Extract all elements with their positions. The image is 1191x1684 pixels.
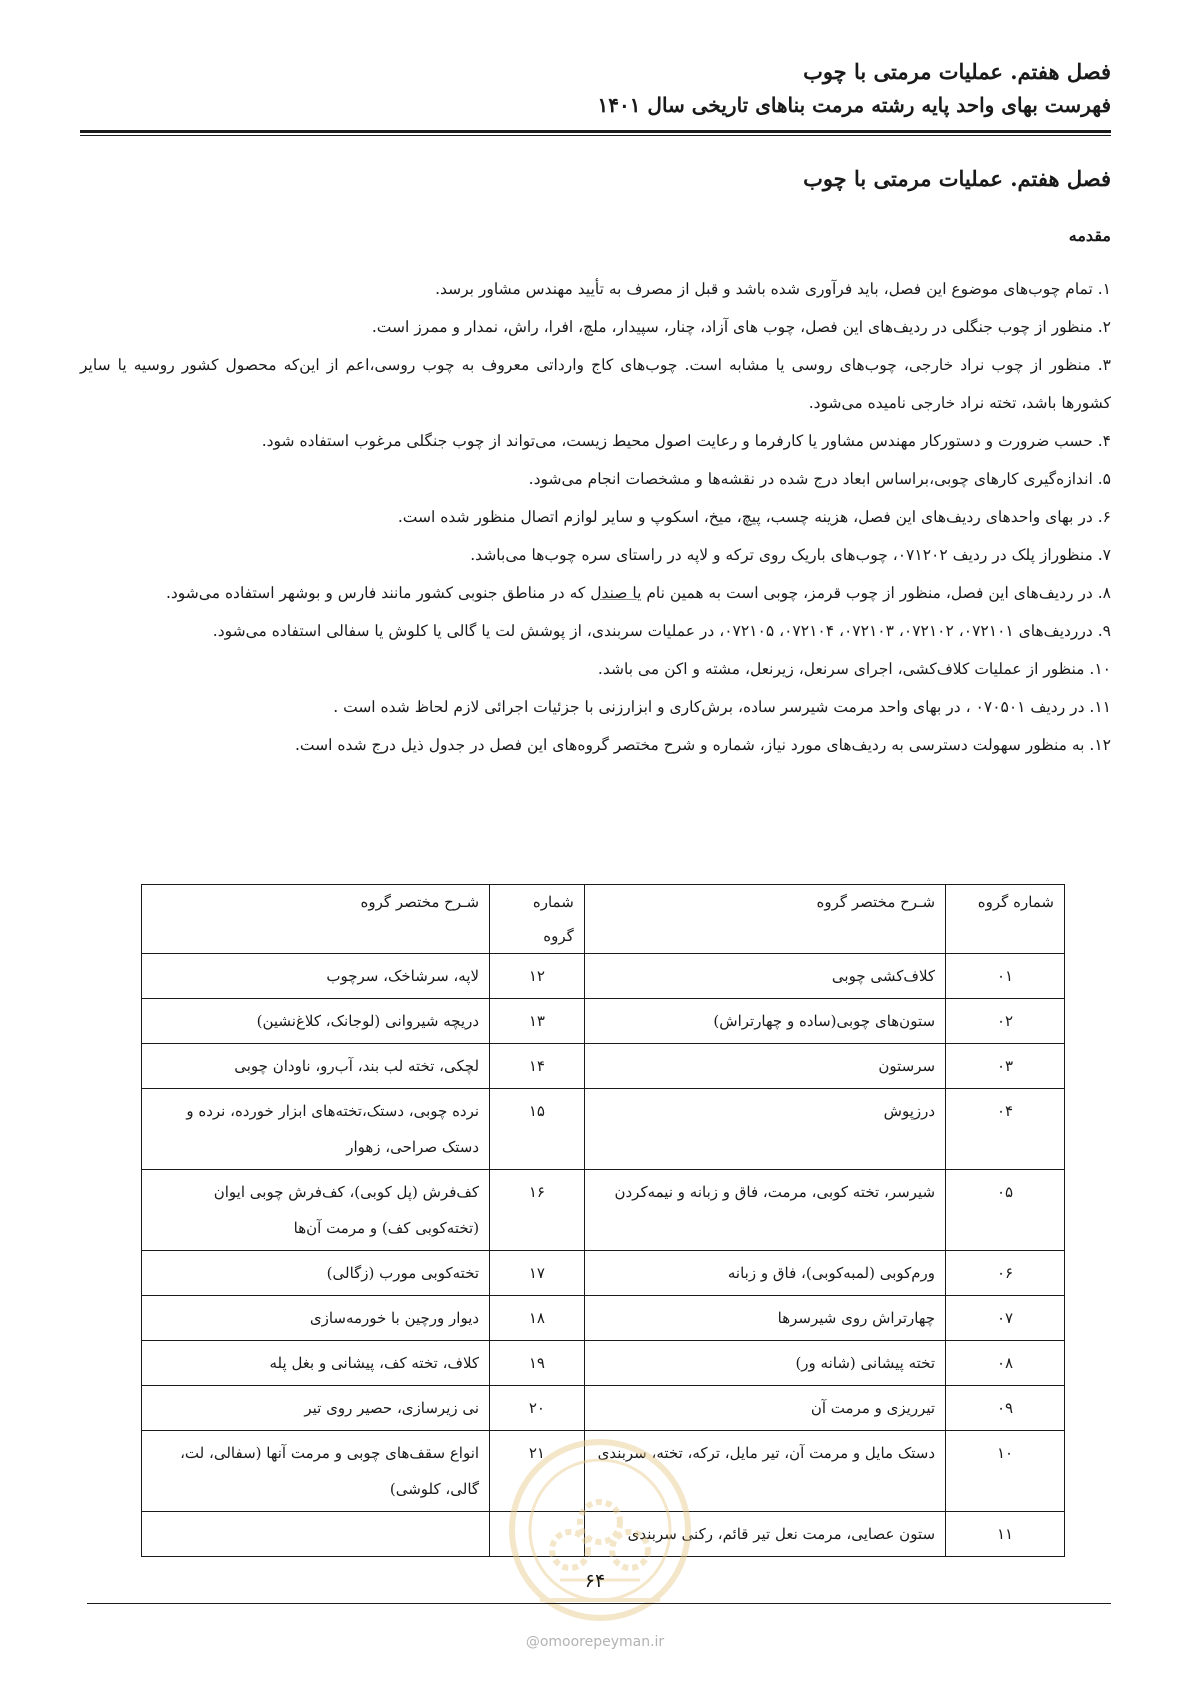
group-desc: دستک مایل و مرمت آن، تیر مایل، ترکه، تخته، سربندی [584,1431,945,1512]
group-number: ۱۵ [490,1089,585,1170]
group-desc: لاپه، سرشاخک، سرچوب [142,954,490,999]
table-row [142,999,1065,1044]
group-desc: نی زیرسازی، حصیر روی تیر [142,1386,490,1431]
group-number: ۱۳ [490,999,585,1044]
group-number: ۰۴ [946,1089,1065,1170]
group-number: ۲۰ [490,1386,585,1431]
note-item: ۴. حسب ضرورت و دستورکار مهندس مشاور یا کارفرما و رعایت اصول محیط زیست، می‌تواند از چوب جنگلی مرغوب استفاده شود. [261,432,1111,450]
header-rule [80,130,1111,136]
note-8-underlined: یا صندل [590,584,642,602]
note-item-8 [80,574,1111,612]
group-number: ۰۷ [946,1296,1065,1341]
page-number: ۶۴ [584,1570,606,1592]
note-item: ۱. تمام چوب‌های موضوع این فصل، باید فرآوری شده باشد و قبل از مصرف به تأیید مهندس مشاور برسد. [435,280,1111,298]
group-desc: تیرریزی و مرمت آن [584,1386,945,1431]
group-desc: درزپوش [584,1089,945,1170]
group-number: ۰۶ [946,1251,1065,1296]
group-number: ۱۶ [490,1170,585,1251]
group-desc: دریچه شیروانی (لوجانک، کلاغ‌نشین) [142,999,490,1044]
note-item: ۶. در بهای واحدهای ردیف‌های این فصل، هزینه چسب، پیچ، میخ، اسکوپ و سایر لوازم اتصال منظور شده است. [397,508,1111,526]
group-desc: تخته‌کوبی مورب (زگالی) [142,1251,490,1296]
group-desc: انواع سقف‌های چوبی و مرمت آنها (سفالی، لت، گالی، کلوشی) [142,1431,490,1512]
note-item: ۳. منظور از چوب نراد خارجی، چوب‌های روسی یا مشابه است. چوب‌های کاج وارداتی معروف به چوب روسی،اعم از این‌که محصول کشور روسیه یا سایر کشورها باشد، تخته نراد خارجی نامیده می‌شود. [80,356,1111,412]
seal-logo-icon [500,1430,700,1640]
group-number: ۱۴ [490,1044,585,1089]
group-number: ۱۹ [490,1341,585,1386]
table-row [142,954,1065,999]
group-desc: کلاف‌کشی چوبی [584,954,945,999]
group-number: ۰۲ [946,999,1065,1044]
group-number: ۰۸ [946,1341,1065,1386]
group-number: ۱۷ [490,1251,585,1296]
group-desc: کلاف، تخته کف، پیشانی و بغل پله [142,1341,490,1386]
table-row [142,1251,1065,1296]
group-desc: دیوار ورچین با خورمه‌سازی [142,1296,490,1341]
table-row [142,1044,1065,1089]
footer-rule [87,1603,1111,1604]
note-item: ۱۰. منظور از عملیات کلاف‌کشی، اجرای سرنعل، زیرنعل، مشته و اکن می باشد. [597,660,1111,678]
header-group-number-2: شماره گروه [490,885,585,954]
table-row [142,1089,1065,1170]
note-item: ۹. درردیف‌های ۰۷۲۱۰۱، ۰۷۲۱۰۲، ۰۷۲۱۰۳، ۰۷۲۱۰۴، ۰۷۲۱۰۵، در عملیات سربندی، از پوشش لت یا گالی یا کلوش یا سفالی استفاده می‌شود. [212,622,1111,640]
group-desc [142,1512,490,1557]
chapter-title: فصل هفتم. عملیات مرمتی با چوب [803,166,1111,191]
header-group-desc: شـرح مختصر گروه [584,885,945,954]
table-header-row [142,885,1065,954]
group-desc: سرستون [584,1044,945,1089]
table-row [142,1170,1065,1251]
page-header [80,56,1111,122]
note-item: ۱۲. به منظور سهولت دسترسی به ردیف‌های مورد نیاز، شماره و شرح مختصر گروه‌های این فصل در جدول ذیل درج شده است. [294,736,1111,754]
group-desc: کف‌فرش (پل کوبی)، کف‌فرش چوبی ایوان (تخته‌کوبی کف) و مرمت آن‌ها [142,1170,490,1251]
note-item: ۲. منظور از چوب جنگلی در ردیف‌های این فصل، چوب های آزاد، چنار، سپیدار، ملچ، افرا، راش، نمدار و ممرز است. [371,318,1111,336]
intro-heading: مقدمه [1068,226,1111,245]
note-8-before: ۸. در ردیف‌های این فصل، منظور از چوب قرمز، چوبی است به همین نام [641,584,1111,602]
group-desc: شیرسر، تخته کوبی، مرمت، فاق و زبانه و نیمه‌کردن [584,1170,945,1251]
header-group-desc-2: شـرح مختصر گروه [142,885,490,954]
table-row [142,1341,1065,1386]
group-number: ۱۱ [946,1512,1065,1557]
table-row [142,1386,1065,1431]
group-number: ۰۳ [946,1044,1065,1089]
group-number: ۰۹ [946,1386,1065,1431]
note-item: ۷. منظوراز پلک در ردیف ۰۷۱۲۰۲، چوب‌های باریک روی ترکه و لاپه در راستای سره چوب‌ها می‌باشد. [470,546,1111,564]
group-desc: تخته پیشانی (شانه ور) [584,1341,945,1386]
group-number: ۰۵ [946,1170,1065,1251]
group-desc: لچکی، تخته لب بند، آب‌رو، ناودان چوبی [142,1044,490,1089]
header-title-line: فهرست بهای واحد پایه رشته مرمت بناهای تاریخی سال ۱۴۰۱ [597,93,1111,117]
site-watermark-text: @omoorepeyman.ir [525,1634,665,1650]
group-desc: ورم‌کوبی (لمبه‌کوبی)، فاق و زبانه [584,1251,945,1296]
header-chapter-line: فصل هفتم. عملیات مرمتی با چوب [803,59,1111,84]
group-desc: ستون عصایی، مرمت نعل تیر قائم، رکنی سربندی [584,1512,945,1557]
header-group-number: شماره گروه [946,885,1065,954]
note-8-after: که در مناطق جنوبی کشور مانند فارس و بوشهر استفاده می‌شود. [165,584,591,602]
group-number: ۱۰ [946,1431,1065,1512]
note-item: ۵. اندازه‌گیری کارهای چوبی،براساس ابعاد درج شده در نقشه‌ها و مشخصات انجام می‌شود. [528,470,1111,488]
group-number: ۲۱ [490,1431,585,1512]
notes-list [80,270,1111,764]
group-desc: چهارتراش روی شیرسرها [584,1296,945,1341]
table-row [142,1296,1065,1341]
group-number: ۱۸ [490,1296,585,1341]
note-item: ۱۱. در ردیف ۰۷۰۵۰۱ ، در بهای واحد مرمت شیرسر ساده، برش‌کاری و ابزارزنی با جزئیات اجرائی لازم لحاظ شده است . [333,698,1111,716]
group-number: ۱۲ [490,954,585,999]
group-number: ۰۱ [946,954,1065,999]
group-desc: نرده چوبی، دستک،تخته‌های ابزار خورده، نرده و دستک صراحی، زهوار [142,1089,490,1170]
group-desc: ستون‌های چوبی(ساده و چهارتراش) [584,999,945,1044]
